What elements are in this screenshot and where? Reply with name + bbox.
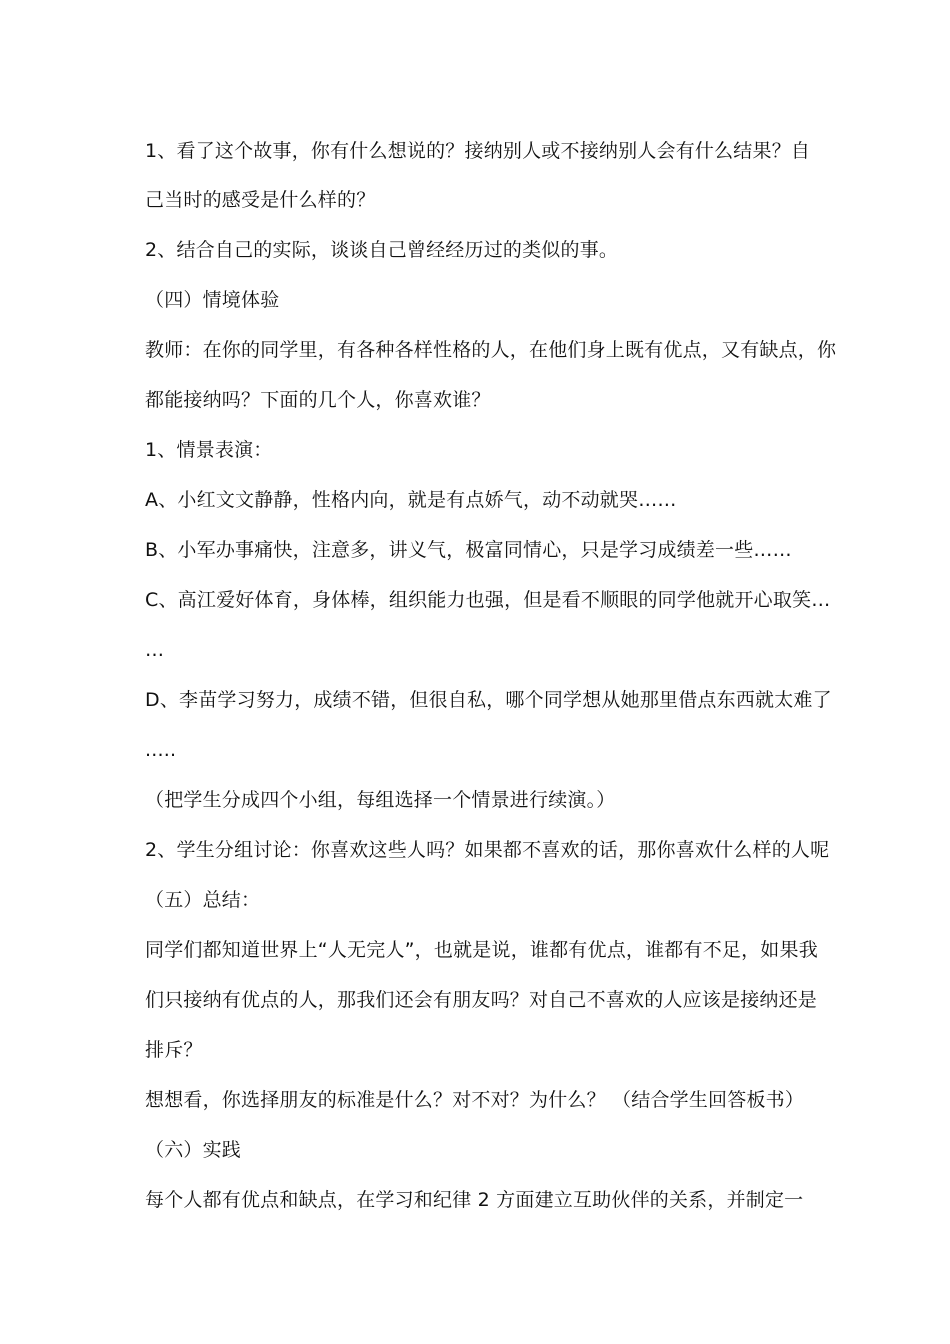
text-line: 己当时的感受是什么样的？ <box>145 189 376 211</box>
text-line: 教师：在你的同学里，有各种各样性格的人，在他们身上既有优点，又有缺点，你 <box>145 339 837 361</box>
text-line: 1、情景表演： <box>145 439 273 461</box>
section-heading: （五）总结： <box>145 889 261 911</box>
text-line: （把学生分成四个小组，每组选择一个情景进行续演。） <box>145 789 616 811</box>
text-line: B、小军办事痛快，注意多，讲义气，极富同情心，只是学习成绩差一些…… <box>145 539 792 561</box>
text-line: ..... <box>145 739 177 761</box>
text-line: 排斥？ <box>145 1039 203 1061</box>
text-line: D、李苗学习努力，成绩不错，但很自私，哪个同学想从她那里借点东西就太难了 <box>145 689 832 711</box>
text-line: 同学们都知道世界上“人无完人”，也就是说，谁都有优点，谁都有不足，如果我 <box>145 939 818 961</box>
text-line: 都能接纳吗？下面的几个人，你喜欢谁？ <box>145 389 491 411</box>
section-heading: （四）情境体验 <box>145 289 280 311</box>
text-line: 1、看了这个故事，你有什么想说的？接纳别人或不接纳别人会有什么结果？自 <box>145 140 811 162</box>
section-heading: （六）实践 <box>145 1139 242 1161</box>
text-line: A、小红文文静静，性格内向，就是有点娇气，动不动就哭…… <box>145 489 677 511</box>
text-line: 2、学生分组讨论：你喜欢这些人吗？如果都不喜欢的话，那你喜欢什么样的人呢 <box>145 839 830 861</box>
text-line: 想想看，你选择朋友的标准是什么？对不对？为什么？ （结合学生回答板书） <box>145 1089 805 1111</box>
text-line: … <box>145 639 165 661</box>
text-line: 每个人都有优点和缺点，在学习和纪律 2 方面建立互助伙伴的关系，并制定一 <box>145 1189 804 1211</box>
text-line: C、高江爱好体育，身体棒，组织能力也强，但是看不顺眼的同学他就开心取笑… <box>145 589 831 611</box>
text-line: 2、结合自己的实际，谈谈自己曾经经历过的类似的事。 <box>145 239 619 261</box>
text-line: 们只接纳有优点的人，那我们还会有朋友吗？对自己不喜欢的人应该是接纳还是 <box>145 989 818 1011</box>
